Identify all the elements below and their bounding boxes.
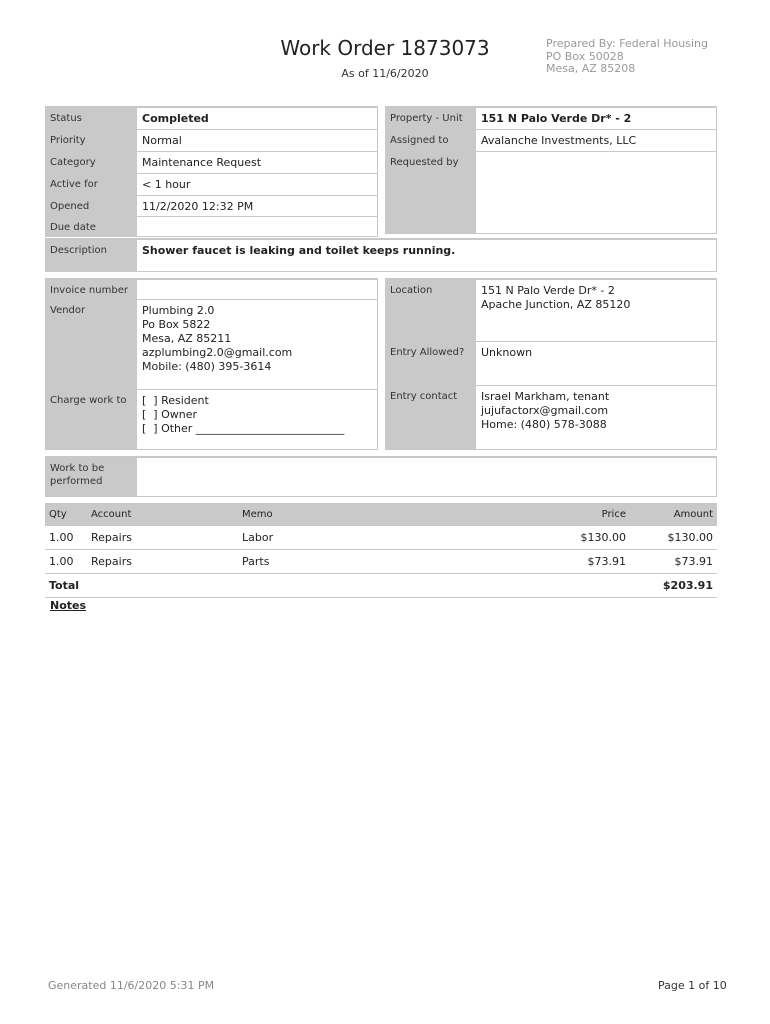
as-of-date: As of 11/6/2020 <box>341 67 429 80</box>
active-for-label: Active for <box>46 174 137 196</box>
due-date-label: Due date <box>46 217 137 237</box>
invoice-number-label: Invoice number <box>46 280 137 300</box>
location-line: Apache Junction, AZ 85120 <box>481 298 631 311</box>
category-label: Category <box>46 152 137 174</box>
table-row <box>45 526 717 550</box>
opened-value: 11/2/2020 12:32 PM <box>137 196 378 217</box>
page-title: Work Order 1873073 <box>280 36 490 60</box>
description-label: Description <box>46 240 137 272</box>
col-qty: Qty <box>45 504 87 526</box>
line-items-header <box>45 504 717 526</box>
vendor-email: azplumbing2.0@gmail.com <box>142 346 293 359</box>
work-performed-value <box>137 458 717 497</box>
entry-contact-label: Entry contact <box>386 386 476 450</box>
prepared-by-line: PO Box 50028 <box>546 49 624 63</box>
entry-contact-email: jujufactorx@gmail.com <box>481 404 609 417</box>
property-unit-label: Property - Unit <box>386 108 476 130</box>
location-line: 151 N Palo Verde Dr* - 2 <box>481 284 615 297</box>
priority-label: Priority <box>46 130 137 152</box>
row-memo: Labor <box>238 526 526 550</box>
row-account: Repairs <box>87 526 238 550</box>
prepared-by <box>546 38 708 76</box>
due-date-value <box>137 217 378 237</box>
col-memo: Memo <box>238 504 526 526</box>
work-performed-label-line: performed <box>50 476 103 487</box>
entry-contact-value <box>476 386 717 450</box>
description-block <box>45 238 717 272</box>
entry-contact-phone: Home: (480) 578-3088 <box>481 418 607 431</box>
status-label: Status <box>46 108 137 130</box>
location-value <box>476 280 717 342</box>
col-amount: Amount <box>630 504 717 526</box>
vendor-value <box>137 300 378 390</box>
work-performed-label <box>46 458 137 497</box>
row-amount: $130.00 <box>630 526 717 550</box>
location-label: Location <box>386 280 476 342</box>
vendor-line: Po Box 5822 <box>142 318 211 331</box>
property-unit-value: 151 N Palo Verde Dr* - 2 <box>476 108 717 130</box>
total-label: Total <box>45 574 238 598</box>
vendor-block <box>45 278 378 450</box>
category-value: Maintenance Request <box>137 152 378 174</box>
vendor-label: Vendor <box>46 300 137 390</box>
entry-allowed-value: Unknown <box>476 342 717 386</box>
row-account: Repairs <box>87 550 238 574</box>
row-qty: 1.00 <box>45 526 87 550</box>
status-value: Completed <box>137 108 378 130</box>
notes-heading: Notes <box>50 599 87 612</box>
row-qty: 1.00 <box>45 550 87 574</box>
work-performed-block <box>45 456 717 497</box>
generated-timestamp: Generated 11/6/2020 5:31 PM <box>48 979 215 992</box>
description-value: Shower faucet is leaking and toilet keeps running. <box>137 240 717 272</box>
line-items-table <box>45 503 717 598</box>
col-account: Account <box>87 504 238 526</box>
requested-by-value <box>476 152 717 234</box>
opened-label: Opened <box>46 196 137 217</box>
status-block <box>45 106 378 237</box>
col-price: Price <box>526 504 630 526</box>
charge-work-to-label: Charge work to <box>46 390 137 450</box>
prepared-by-line: Mesa, AZ 85208 <box>546 62 636 75</box>
requested-by-label: Requested by <box>386 152 476 234</box>
row-amount: $73.91 <box>630 550 717 574</box>
invoice-number-value <box>137 280 378 300</box>
total-row <box>45 574 717 598</box>
assigned-to-label: Assigned to <box>386 130 476 152</box>
total-amount: $203.91 <box>630 574 717 598</box>
work-performed-label-line: Work to be <box>50 463 105 474</box>
location-block <box>385 278 717 450</box>
assigned-to-value: Avalanche Investments, LLC <box>476 130 717 152</box>
priority-value: Normal <box>137 130 378 152</box>
charge-option-owner: [ ] Owner <box>142 408 197 421</box>
page-number: Page 1 of 10 <box>658 979 727 992</box>
vendor-phone: Mobile: (480) 395-3614 <box>142 360 272 373</box>
charge-option-other: [ ] Other ___________________________ <box>142 422 345 435</box>
entry-allowed-label: Entry Allowed? <box>386 342 476 386</box>
vendor-line: Plumbing 2.0 <box>142 304 215 317</box>
active-for-value: < 1 hour <box>137 174 378 196</box>
charge-work-to-value <box>137 390 378 450</box>
row-price: $73.91 <box>526 550 630 574</box>
table-row <box>45 550 717 574</box>
charge-option-resident: [ ] Resident <box>142 394 209 407</box>
property-block <box>385 106 717 234</box>
row-memo: Parts <box>238 550 526 574</box>
vendor-line: Mesa, AZ 85211 <box>142 332 232 345</box>
row-price: $130.00 <box>526 526 630 550</box>
prepared-by-line: Prepared By: Federal Housing <box>546 37 708 50</box>
entry-contact-line: Israel Markham, tenant <box>481 390 610 403</box>
